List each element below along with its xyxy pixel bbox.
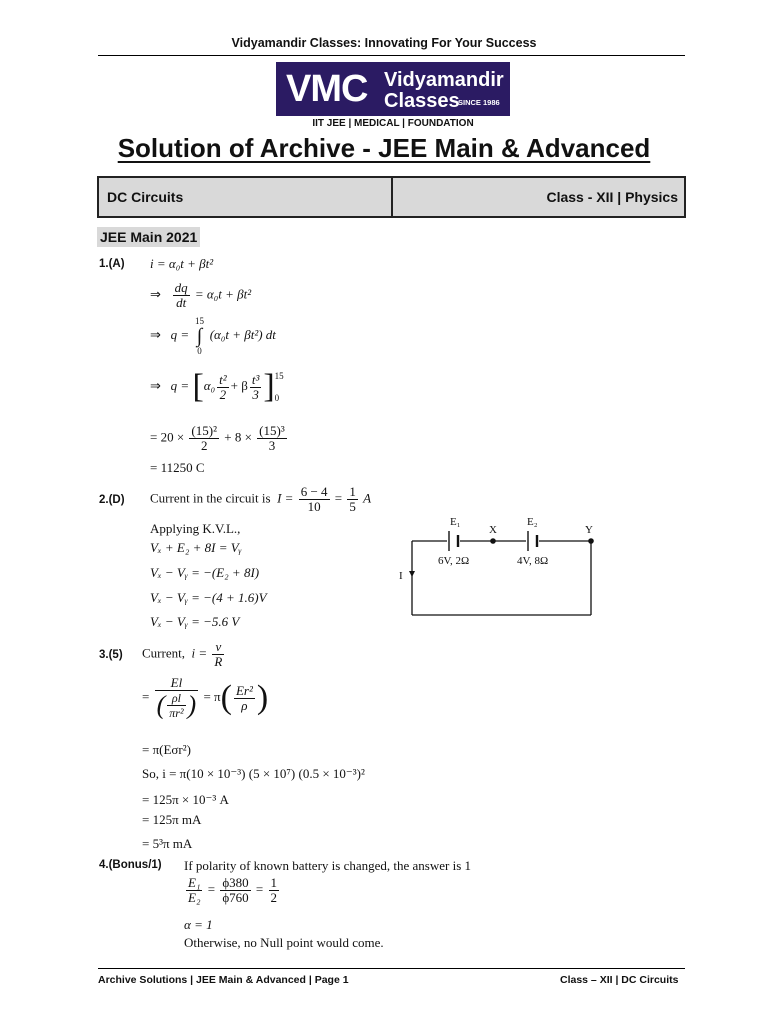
q1-line4: ⇒ q = [α₀ $\frac{\text{t²}}{2}$ + β $\frac{\text{t³}}{3}$ ] 15 0: [150, 368, 284, 405]
q2-eq4: Vₓ − Vᵧ = −5.6 V: [150, 614, 240, 629]
node-x: [490, 538, 496, 544]
q2-eq1: Vₓ + E₂ + 8I = Vᵧ: [150, 540, 242, 555]
q1-line3: ⇒ q = 15 ∫ 0 (α₀t + βt²) dt: [150, 316, 276, 356]
q2-number: 2.(D): [99, 494, 125, 506]
q3-statement: Current, i = $\frac{v}{R}$: [142, 639, 223, 669]
q1-line1: i = α₀t + βt²: [150, 256, 214, 271]
document-title: Solution of Archive - JEE Main & Advanced: [117, 133, 651, 163]
page-header-title: Vidyamandir Classes: Innovating For Your Success: [231, 36, 537, 50]
q1-number: 1.(A): [99, 258, 125, 270]
q3-step2: = El ( $\frac{\rho l}{\text{πr²}}$ ) = π( $\frac{\text{Er²}}{\rho}$ ): [142, 675, 269, 720]
footer-right: Class – XII | DC Circuits: [560, 974, 679, 986]
q2-eq3: Vₓ − Vᵧ = −(4 + 1.6)V: [150, 590, 267, 605]
q1-line2: ⇒ $\frac{dq}{dt}$ = α₀t + βt²: [150, 280, 252, 310]
q2-statement: Current in the circuit is I = $\frac{6 - 4}{10}$ = $\frac{1}{5}$ A: [150, 484, 372, 514]
integral-sign: 15 ∫ 0: [194, 316, 204, 356]
q2-eq2: Vₓ − Vᵧ = −(E₂ + 8I): [150, 565, 260, 580]
circuit-diagram: [399, 513, 611, 621]
logo-vmc-text: VMC: [286, 68, 368, 110]
q4-number: 4.(Bonus/1): [99, 859, 162, 871]
logo-line1: Vidyamandir: [384, 69, 504, 91]
label-battery1: 6V, 2Ω: [438, 555, 470, 567]
header-divider: [98, 55, 685, 56]
battery-e2: [528, 531, 537, 551]
q3-step5: = 125π × 10⁻³ A: [142, 792, 229, 807]
implies-symbol: ⇒: [150, 286, 161, 302]
label-x: X: [489, 524, 497, 536]
q3-step3: = π(Eσr²): [142, 742, 191, 757]
battery-e1: [449, 531, 458, 551]
q3-step4: So, i = π(10 × 10⁻³) (5 × 10⁷) (0.5 × 10⁻³)²: [142, 766, 365, 781]
logo-tagline: IIT JEE | MEDICAL | FOUNDATION: [312, 118, 474, 129]
topic-chapter-cell: [99, 178, 393, 216]
q3-step7: = 5³π mA: [142, 836, 193, 851]
node-y: [588, 538, 594, 544]
q4-ratio: $\frac{\text{E₁}}{\text{E₂}}$ = $\frac{\phi 380}{\phi 760}$ = $\frac{1}{2}$: [188, 875, 277, 905]
vmc-logo: [276, 62, 510, 116]
q2-kvl: Applying K.V.L.,: [150, 521, 241, 536]
current-arrow: [409, 571, 415, 577]
q4-alpha: α = 1: [184, 917, 213, 932]
footer-left: Archive Solutions | JEE Main & Advanced | Page 1: [98, 974, 349, 986]
topic-bar: [97, 176, 686, 218]
label-e2: E₂: [527, 516, 538, 528]
label-y: Y: [585, 524, 593, 536]
logo-since: SINCE 1986: [458, 98, 500, 107]
logo-line2: Classes: [384, 90, 460, 112]
q4-statement: If polarity of known battery is changed, the answer is 1: [184, 858, 472, 873]
section-heading: JEE Main 2021: [97, 227, 200, 247]
topic-chapter: DC Circuits: [107, 189, 184, 205]
q3-step6: = 125π mA: [142, 812, 202, 827]
q1-line6: = 11250 C: [150, 460, 205, 475]
label-e1: E₁: [450, 516, 461, 528]
footer-divider: [98, 968, 685, 969]
q3-number: 3.(5): [99, 649, 123, 661]
q4-otherwise: Otherwise, no Null point would come.: [184, 935, 384, 950]
topic-class-subject: Class - XII | Physics: [546, 189, 678, 205]
q1-dqdt-fraction: $\frac{dq}{dt}$: [174, 280, 188, 310]
q1-line5: = 20 × $\frac{\text{(15)²}}{2}$ + 8 × $\frac{\text{(15)³}}{3}$: [150, 423, 285, 453]
label-battery2: 4V, 8Ω: [517, 555, 549, 567]
label-current: I: [399, 570, 403, 582]
